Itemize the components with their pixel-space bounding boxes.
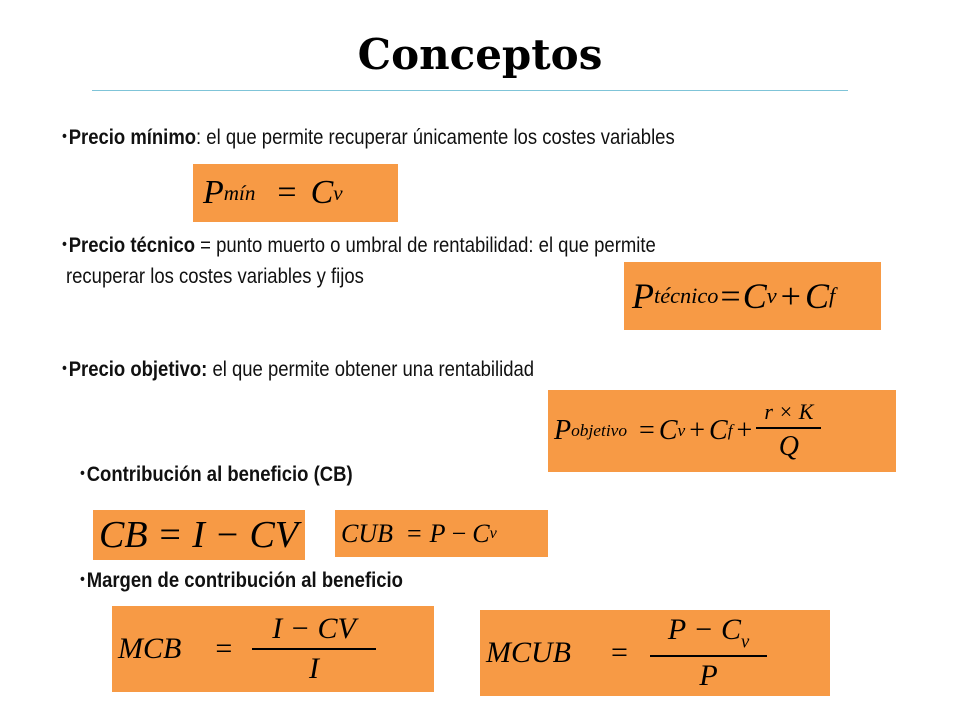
- bullet-precio-minimo-term: Precio mínimo: [68, 126, 197, 149]
- bullet-margen-contribucion: [80, 565, 403, 596]
- formula-precio-objetivo: P objetivo = C v + C f + $\frac{r \times K}{Q}$: [548, 390, 896, 472]
- bullet-dot-icon: •: [62, 360, 67, 377]
- fraction: $\frac{I - CV}{I}$: [252, 612, 376, 686]
- formula-mcb: MCB = $\frac{I - CV}{I}$: [112, 606, 434, 692]
- bullet-dot-icon: •: [80, 465, 85, 482]
- bullet-precio-minimo-text: : el que permite recuperar únicamente los costes variables: [196, 126, 675, 149]
- bullet-margen-contribucion-term: Margen de contribución al beneficio: [86, 569, 403, 592]
- formula-precio-minimo: P mín = C v: [193, 164, 398, 222]
- bullet-precio-objetivo-text: el que permite obtener una rentabilidad: [207, 358, 535, 381]
- bullet-dot-icon: •: [80, 571, 85, 588]
- formula-cub: CUB = P − C v: [335, 510, 548, 557]
- formula-mcub: MCUB = $\frac{P - C_v}{P}$: [480, 610, 830, 696]
- fraction: $\frac{r \times K}{Q}$: [756, 399, 821, 463]
- title-divider: [92, 90, 848, 91]
- bullet-precio-tecnico-term: Precio técnico: [68, 234, 196, 257]
- bullet-precio-tecnico-line2: recuperar los costes variables y fijos: [66, 265, 364, 288]
- bullet-precio-objetivo-term: Precio objetivo:: [68, 358, 208, 381]
- fraction: $\frac{P - C_v}{P}$: [650, 613, 767, 693]
- bullet-precio-tecnico-text: = punto muerto o umbral de rentabilidad: el que permite: [195, 234, 656, 257]
- bullet-precio-minimo: [62, 122, 675, 153]
- formula-precio-tecnico: P técnico = C v + C f: [624, 262, 881, 330]
- bullet-precio-tecnico: [62, 230, 656, 261]
- bullet-dot-icon: •: [62, 236, 67, 253]
- bullet-contribucion-beneficio-term: Contribución al beneficio (CB): [86, 463, 353, 486]
- formula-cb: CB = I − CV: [93, 510, 305, 560]
- bullet-precio-objetivo: [62, 354, 534, 385]
- page-title: Conceptos: [357, 30, 603, 79]
- bullet-contribucion-beneficio: [80, 459, 353, 490]
- bullet-dot-icon: •: [62, 128, 67, 145]
